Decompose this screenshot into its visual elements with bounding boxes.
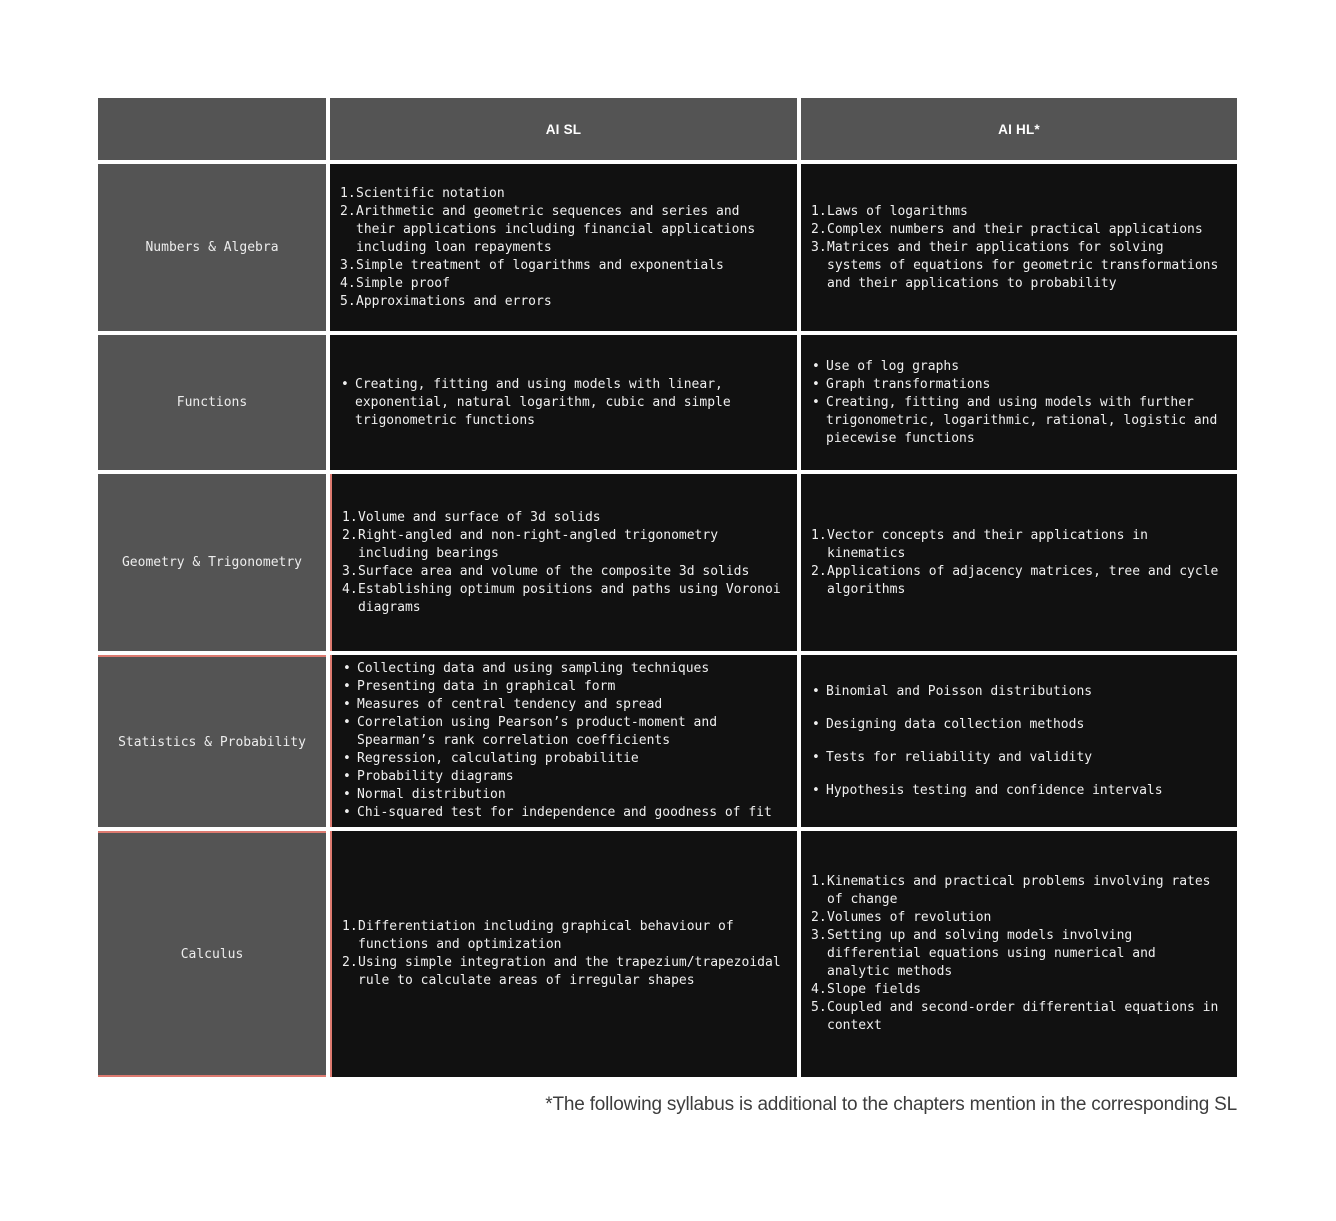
cell-hl-row-1 [801, 164, 1237, 331]
list-item: 1. Vector concepts and their applications in kinematics [811, 527, 1223, 563]
cell-hl-row-3-list [811, 527, 1223, 599]
cell-hl-row-5-list [811, 873, 1223, 1035]
row-label-geometry-trigonometry: Geometry & Trigonometry [98, 474, 326, 651]
list-item: • Designing data collection methods [811, 716, 1223, 734]
cell-sl-row-2-list [340, 376, 783, 430]
cell-sl-row-1-list [340, 185, 783, 311]
header-corner-cell [98, 98, 326, 160]
list-item: • Hypothesis testing and confidence intervals [811, 782, 1223, 800]
list-item: • Correlation using Pearson’s product-moment and Spearman’s rank correlation coefficients [342, 714, 783, 750]
list-item: 2. Applications of adjacency matrices, tree and cycle algorithms [811, 563, 1223, 599]
syllabus-table [98, 98, 1237, 1077]
list-item: 3. Setting up and solving models involving differential equations using numerical and analytic methods [811, 927, 1223, 981]
cell-sl-row-1 [330, 164, 797, 331]
list-item: • Graph transformations [811, 376, 1223, 394]
list-item: • Use of log graphs [811, 358, 1223, 376]
cell-hl-row-5 [801, 831, 1237, 1077]
list-item: • Normal distribution [342, 786, 783, 804]
cell-sl-row-4-list [342, 660, 783, 822]
list-item: • Collecting data and using sampling techniques [342, 660, 783, 678]
list-item: 2. Using simple integration and the trapezium/trapezoidal rule to calculate areas of irregular shapes [342, 954, 783, 990]
row-label-numbers-algebra: Numbers & Algebra [98, 164, 326, 331]
list-item: • Binomial and Poisson distributions [811, 683, 1223, 701]
footnote: *The following syllabus is additional to the chapters mention in the corresponding SL [545, 1094, 1237, 1115]
row-label-functions: Functions [98, 335, 326, 470]
list-item: 1. Kinematics and practical problems involving rates of change [811, 873, 1223, 909]
list-item: 3. Surface area and volume of the composite 3d solids [342, 563, 783, 581]
list-item: 1. Differentiation including graphical behaviour of functions and optimization [342, 918, 783, 954]
cell-hl-row-4-list [811, 683, 1223, 800]
list-item: • Creating, fitting and using models with linear, exponential, natural logarithm, cubic and simple trigonometric functions [340, 376, 783, 430]
list-item: 2. Complex numbers and their practical applications [811, 221, 1223, 239]
list-item: • Chi-squared test for independence and goodness of fit [342, 804, 783, 822]
list-item: 3. Matrices and their applications for solving systems of equations for geometric transformations and their applications to probability [811, 239, 1223, 293]
list-item: 1. Volume and surface of 3d solids [342, 509, 783, 527]
cell-sl-row-4 [330, 655, 797, 827]
list-item: 2. Volumes of revolution [811, 909, 1223, 927]
list-item: 5. Coupled and second-order differential equations in context [811, 999, 1223, 1035]
list-item: 2. Arithmetic and geometric sequences and series and their applications including financial applications including loan repayments [340, 203, 783, 257]
list-item: 1. Laws of logarithms [811, 203, 1223, 221]
cell-hl-row-1-list [811, 203, 1223, 293]
cell-sl-row-5 [330, 831, 797, 1077]
row-label-statistics-probability: Statistics & Probability [98, 655, 326, 827]
cell-sl-row-3-list [342, 509, 783, 617]
list-item: • Creating, fitting and using models with further trigonometric, logarithmic, rational, logistic and piecewise functions [811, 394, 1223, 448]
row-label-calculus: Calculus [98, 831, 326, 1077]
list-item: • Measures of central tendency and spread [342, 696, 783, 714]
cell-sl-row-5-list [342, 918, 783, 990]
list-item: 2. Right-angled and non-right-angled trigonometry including bearings [342, 527, 783, 563]
header-ai-hl: AI HL* [801, 98, 1237, 160]
list-item: 4. Slope fields [811, 981, 1223, 999]
list-item: 1. Scientific notation [340, 185, 783, 203]
list-item: 3. Simple treatment of logarithms and exponentials [340, 257, 783, 275]
cell-sl-row-3 [330, 474, 797, 651]
list-item: • Tests for reliability and validity [811, 749, 1223, 767]
cell-hl-row-2-list [811, 358, 1223, 448]
list-item: 4. Establishing optimum positions and paths using Voronoi diagrams [342, 581, 783, 617]
cell-hl-row-2 [801, 335, 1237, 470]
list-item: 4. Simple proof [340, 275, 783, 293]
list-item: • Presenting data in graphical form [342, 678, 783, 696]
cell-hl-row-4 [801, 655, 1237, 827]
list-item: 5. Approximations and errors [340, 293, 783, 311]
cell-hl-row-3 [801, 474, 1237, 651]
cell-sl-row-2 [330, 335, 797, 470]
list-item: • Regression, calculating probabilitie [342, 750, 783, 768]
list-item: • Probability diagrams [342, 768, 783, 786]
header-ai-sl: AI SL [330, 98, 797, 160]
